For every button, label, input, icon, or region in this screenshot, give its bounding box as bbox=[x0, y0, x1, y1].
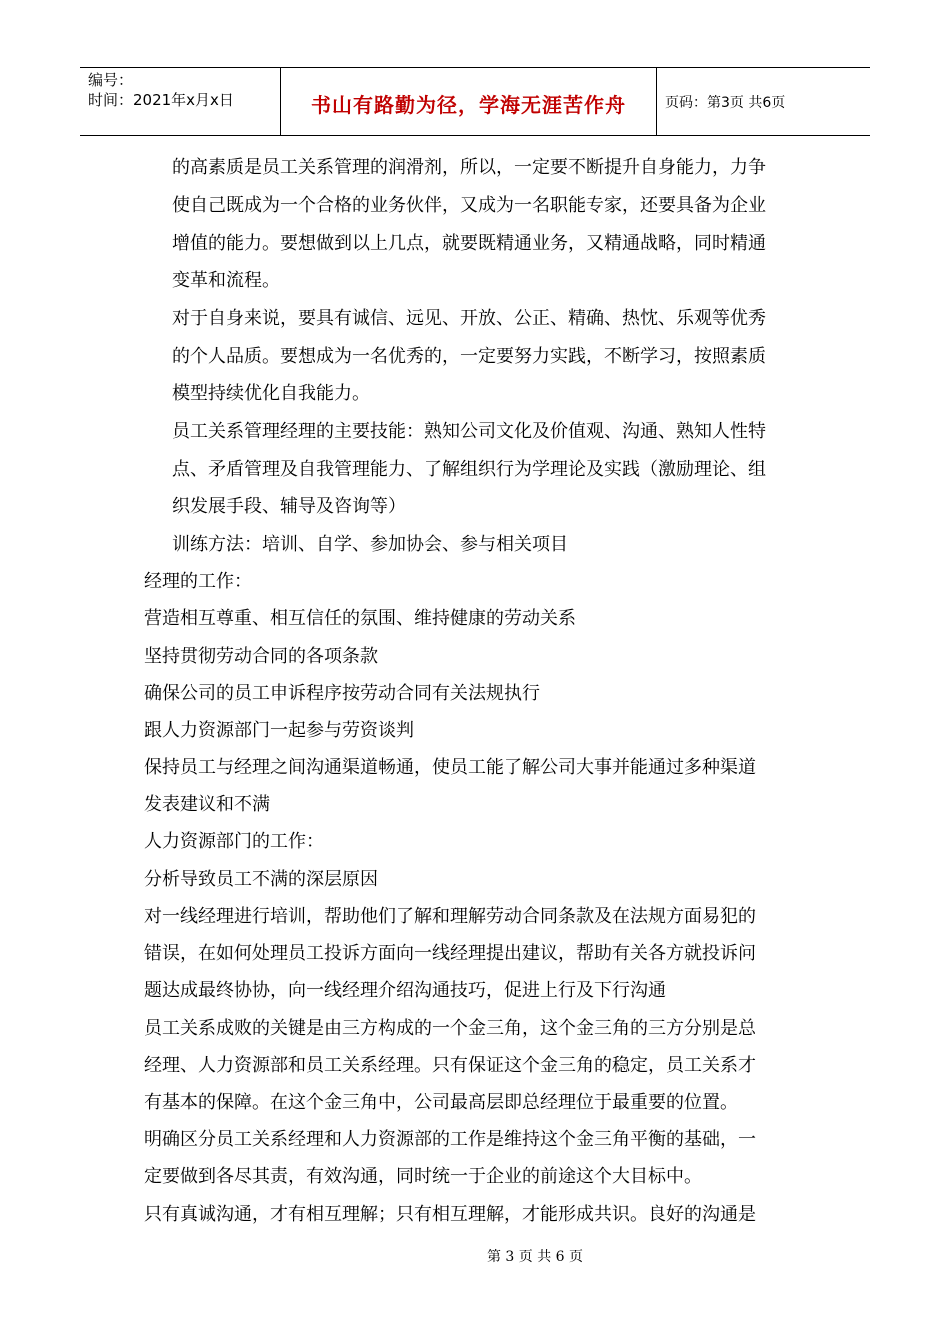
text-line: 使自己既成为一个合格的业务伙伴，又成为一名职能专家，还要具备为企业 bbox=[172, 195, 766, 216]
document-number-label: 编号： bbox=[88, 71, 134, 89]
document-date-label: 时间：2021年x月x日 bbox=[88, 91, 234, 109]
text-line: 分析导致员工不满的深层原因 bbox=[144, 869, 378, 890]
text-line: 的高素质是员工关系管理的润滑剂，所以，一定要不断提升自身能力，力争 bbox=[172, 157, 766, 178]
text-line: 定要做到各尽其责，有效沟通，同时统一于企业的前途这个大目标中。 bbox=[144, 1166, 702, 1187]
text-line: 员工关系管理经理的主要技能：熟知公司文化及价值观、沟通、熟知人性特 bbox=[172, 421, 766, 442]
text-line: 保持员工与经理之间沟通渠道畅通，使员工能了解公司大事并能通过多种渠道 bbox=[144, 757, 756, 778]
text-line: 对于自身来说，要具有诚信、远见、开放、公正、精确、热忱、乐观等优秀 bbox=[172, 308, 766, 329]
text-line: 明确区分员工关系经理和人力资源部的工作是维持这个金三角平衡的基础，一 bbox=[144, 1129, 756, 1150]
text-line: 错误，在如何处理员工投诉方面向一线经理提出建议，帮助有关各方就投诉问 bbox=[144, 943, 756, 964]
text-line: 经理、人力资源部和员工关系经理。只有保证这个金三角的稳定，员工关系才 bbox=[144, 1055, 756, 1076]
text-line: 人力资源部门的工作： bbox=[144, 831, 324, 852]
text-line: 训练方法：培训、自学、参加协会、参与相关项目 bbox=[172, 534, 568, 555]
text-line: 题达成最终协协，向一线经理介绍沟通技巧，促进上行及下行沟通 bbox=[144, 980, 666, 1001]
header-page-number: 页码：第3页 共6页 bbox=[665, 94, 786, 111]
text-line: 织发展手段、辅导及咨询等） bbox=[172, 496, 406, 517]
header-motto: 书山有路勤为径，学海无涯苦作舟 bbox=[311, 93, 626, 117]
text-line: 的个人品质。要想成为一名优秀的，一定要努力实践，不断学习，按照素质 bbox=[172, 346, 766, 367]
text-line: 对一线经理进行培训，帮助他们了解和理解劳动合同条款及在法规方面易犯的 bbox=[144, 906, 756, 927]
text-line: 营造相互尊重、相互信任的氛围、维持健康的劳动关系 bbox=[144, 608, 576, 629]
text-line: 经理的工作： bbox=[144, 571, 252, 592]
text-line: 坚持贯彻劳动合同的各项条款 bbox=[144, 646, 378, 667]
text-line: 确保公司的员工申诉程序按劳动合同有关法规执行 bbox=[144, 683, 540, 704]
text-line: 点、矛盾管理及自我管理能力、了解组织行为学理论及实践（激励理论、组 bbox=[172, 459, 766, 480]
text-line: 发表建议和不满 bbox=[144, 794, 270, 815]
text-line: 增值的能力。要想做到以上几点，就要既精通业务，又精通战略，同时精通 bbox=[172, 233, 766, 254]
text-line: 员工关系成败的关键是由三方构成的一个金三角，这个金三角的三方分别是总 bbox=[144, 1018, 756, 1039]
text-line: 变革和流程。 bbox=[172, 270, 280, 291]
page-header bbox=[80, 67, 870, 136]
text-line: 跟人力资源部门一起参与劳资谈判 bbox=[144, 720, 414, 741]
header-meta bbox=[80, 68, 280, 135]
text-line: 只有真诚沟通，才有相互理解；只有相互理解，才能形成共识。良好的沟通是 bbox=[144, 1204, 756, 1225]
page-footer: 第 3 页 共 6 页 bbox=[486, 1249, 584, 1265]
text-line: 有基本的保障。在这个金三角中，公司最高层即总经理位于最重要的位置。 bbox=[144, 1092, 738, 1113]
text-line: 模型持续优化自我能力。 bbox=[172, 383, 370, 404]
